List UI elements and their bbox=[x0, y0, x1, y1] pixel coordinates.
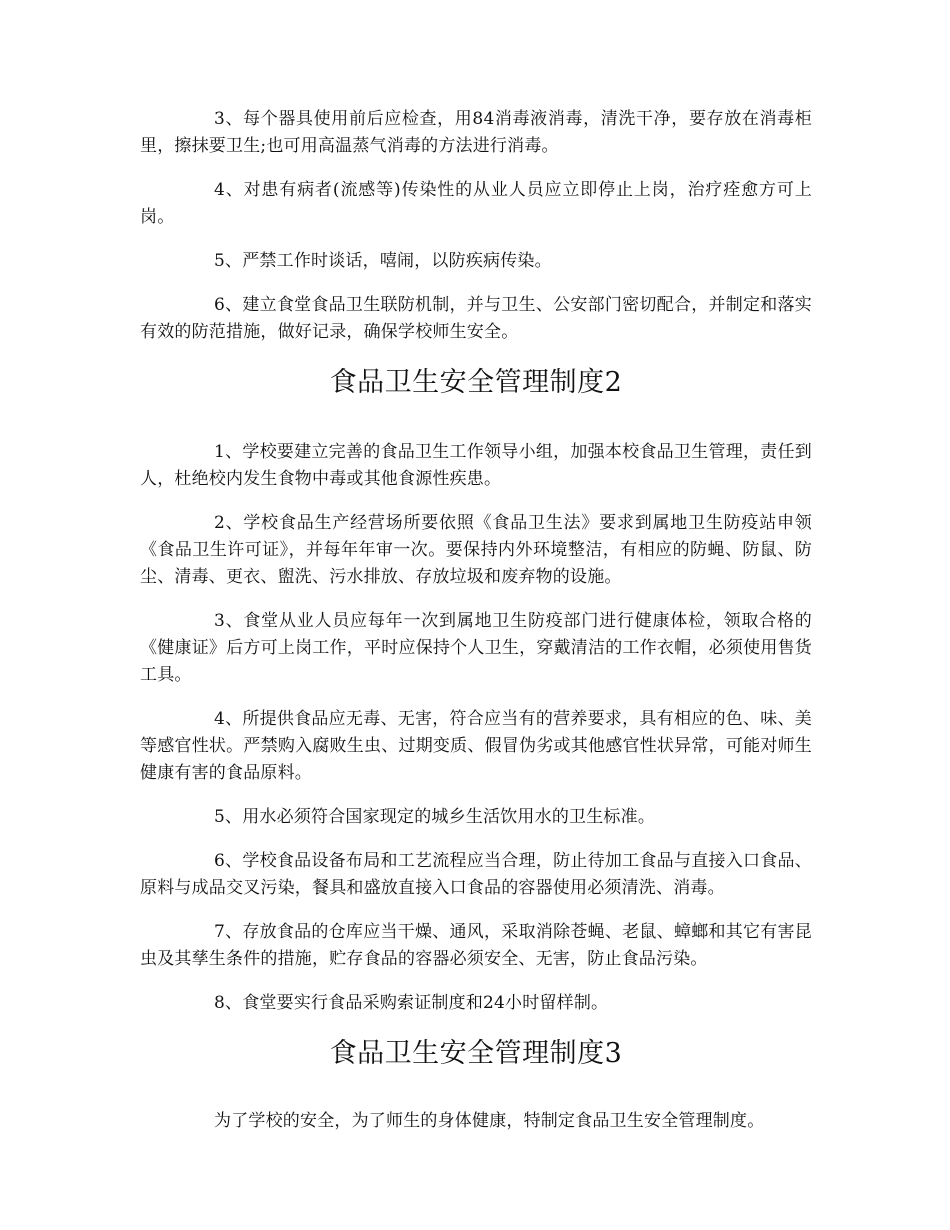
section-heading: 食品卫生安全管理制度2 bbox=[329, 367, 623, 398]
paragraph: 6、建立食堂食品卫生联防机制，并与卫生、公安部门密切配合，并制定和落实有效的防范措施，做好记录，确保学校师生安全。 bbox=[140, 295, 812, 342]
paragraph: 1、学校要建立完善的食品卫生工作领导小组，加强本校食品卫生管理，责任到人，杜绝校内发生食物中毒或其他食源性疾患。 bbox=[140, 442, 812, 489]
paragraph: 3、食堂从业人员应每年一次到属地卫生防疫部门进行健康体检，领取合格的《健康证》后方可上岗工作，平时应保持个人卫生，穿戴清洁的工作衣帽，必须使用售货工具。 bbox=[140, 611, 812, 685]
paragraph: 5、用水必须符合国家现定的城乡生活饮用水的卫生标准。 bbox=[214, 807, 656, 827]
paragraph: 4、对患有病者(流感等)传染性的从业人员应立即停止上岗，治疗痊愈方可上岗。 bbox=[140, 180, 812, 227]
paragraph: 2、学校食品生产经营场所要依照《食品卫生法》要求到属地卫生防疫站申领《食品卫生许可证》，并每年年审一次。要保持内外环境整洁，有相应的防蝇、防鼠、防尘、清毒、更衣、盥洗、污水排放、存放垃圾和废弃物的设施。 bbox=[140, 513, 812, 587]
paragraph: 8、食堂要实行食品采购索证制度和24小时留样制。 bbox=[214, 993, 609, 1013]
document-page bbox=[140, 106, 812, 1152]
paragraph: 为了学校的安全，为了师生的身体健康，特制定食品卫生安全管理制度。 bbox=[214, 1111, 765, 1131]
paragraph: 4、所提供食品应无毒、无害，符合应当有的营养要求，具有相应的色、味、美等感官性状。严禁购入腐败生虫、过期变质、假冒伪劣或其他感官性状异常，可能对师生健康有害的食品原料。 bbox=[140, 709, 812, 783]
paragraph: 3、每个器具使用前后应检查，用84消毒液消毒，清洗干净，要存放在消毒柜里，擦抹要卫生;也可用高温蒸气消毒的方法进行消毒。 bbox=[140, 109, 812, 156]
paragraph: 7、存放食品的仓库应当干燥、通风，采取消除苍蝇、老鼠、蟑螂和其它有害昆虫及其孳生条件的措施，贮存食品的容器必须安全、无害，防止食品污染。 bbox=[140, 922, 812, 969]
paragraph: 5、严禁工作时谈话，嘻闹，以防疾病传染。 bbox=[214, 251, 552, 271]
paragraph: 6、学校食品设备布局和工艺流程应当合理，防止待加工食品与直接入口食品、原料与成品交叉污染，餐具和盛放直接入口食品的容器使用必须清洗、消毒。 bbox=[140, 851, 812, 898]
section-heading: 食品卫生安全管理制度3 bbox=[329, 1038, 623, 1069]
